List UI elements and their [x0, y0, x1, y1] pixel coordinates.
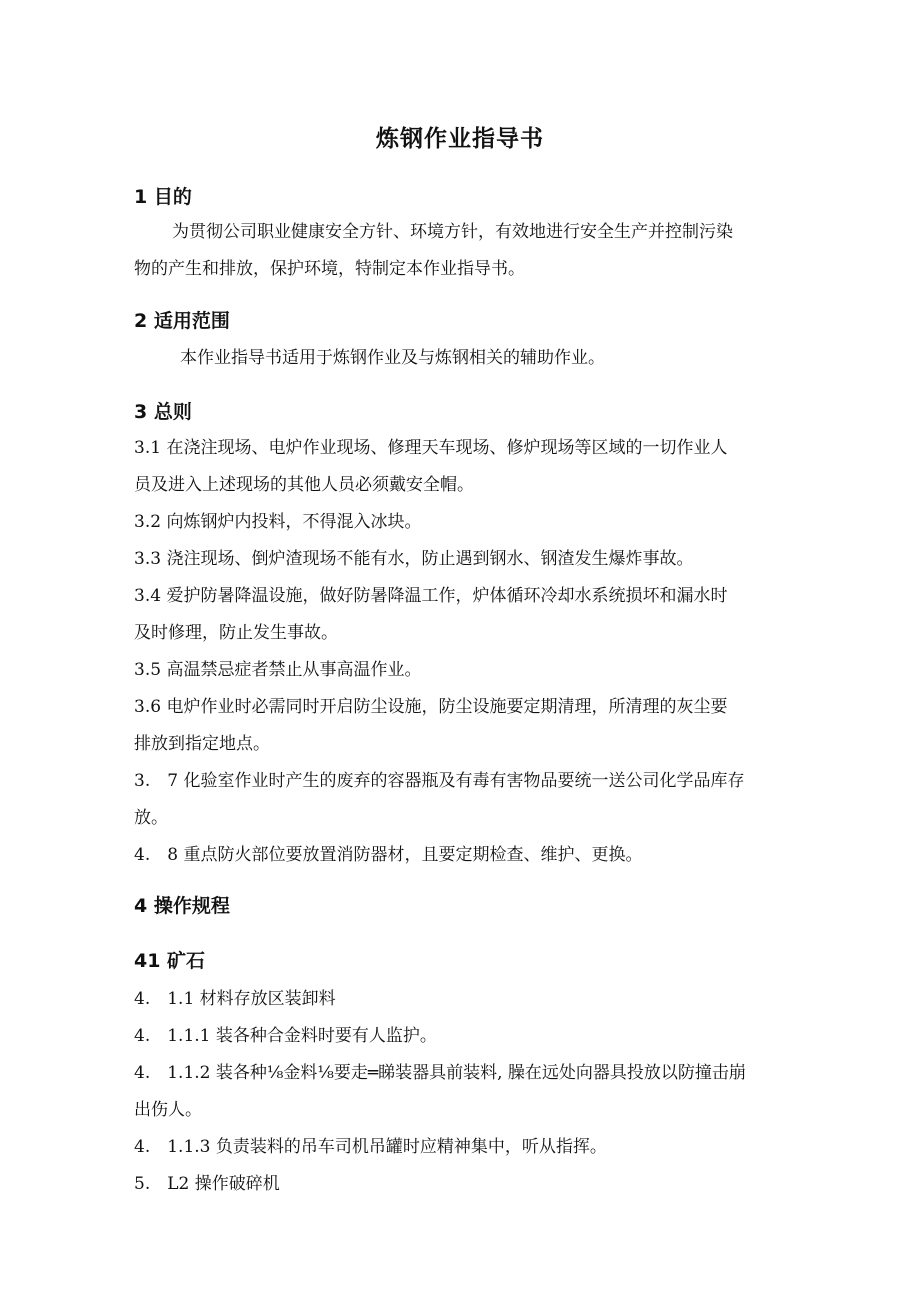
section-3-line-9: 排放到指定地点。	[134, 734, 270, 754]
section-41-line-2: 4. 1.1.1 装各种合金料时要有人监护。	[134, 1026, 437, 1046]
section-3-line-7: 3.5 高温禁忌症者禁止从事高温作业。	[134, 660, 422, 680]
section-41-line-1: 4. 1.1 材料存放区装卸料	[134, 989, 336, 1009]
section-3-line-4: 3.3 浇注现场、倒炉渣现场不能有水，防止遇到钢水、钢渣发生爆炸事故。	[134, 549, 694, 569]
section-41-heading: 41 矿石	[134, 950, 206, 972]
page-title: 炼钢作业指导书	[376, 126, 544, 152]
section-3-heading: 3 总则	[134, 401, 192, 423]
section-41-line-5: 4. 1.1.3 负责装料的吊车司机吊罐时应精神集中，听从指挥。	[134, 1137, 607, 1157]
section-3-line-5: 3.4 爱护防暑降温设施，做好防暑降温工作，炉体循环冷却水系统损坏和漏水时	[134, 586, 728, 606]
section-4-heading: 4 操作规程	[134, 895, 230, 917]
section-3-line-12: 4. 8 重点防火部位要放置消防器材，且要定期检查、维护、更换。	[134, 845, 643, 865]
section-1-heading: 1 目的	[134, 186, 192, 208]
section-3-line-2: 员及进入上述现场的其他人员必须戴安全帽。	[134, 475, 474, 495]
section-41-line-3: 4. 1.1.2 装各种⅛金料⅛要走═睇装器具前装料, 臊在远处向器具投放以防撞击崩	[134, 1063, 746, 1083]
section-3-line-10: 3. 7 化验室作业时产生的废弃的容器瓶及有毒有害物品要统一送公司化学品库存	[134, 771, 745, 791]
section-41-line-6: 5. L2 操作破碎机	[134, 1174, 280, 1194]
section-2-heading: 2 适用范围	[134, 310, 230, 332]
section-2-line-1: 本作业指导书适用于炼钢作业及与炼钢相关的辅助作业。	[180, 348, 605, 368]
section-3-line-11: 放。	[134, 808, 168, 828]
section-3-line-6: 及时修理，防止发生事故。	[134, 623, 338, 643]
section-1-line-1: 为贯彻公司职业健康安全方针、环境方针，有效地进行安全生产并控制污染	[172, 222, 733, 242]
section-3-line-3: 3.2 向炼钢炉内投料，不得混入冰块。	[134, 512, 422, 532]
section-41-line-4: 出伤人。	[134, 1100, 202, 1120]
section-3-line-8: 3.6 电炉作业时必需同时开启防尘设施，防尘设施要定期清理，所清理的灰尘要	[134, 697, 728, 717]
section-3-line-1: 3.1 在浇注现场、电炉作业现场、修理天车现场、修炉现场等区域的一切作业人	[134, 438, 728, 458]
section-1-line-2: 物的产生和排放，保护环境，特制定本作业指导书。	[134, 259, 525, 279]
